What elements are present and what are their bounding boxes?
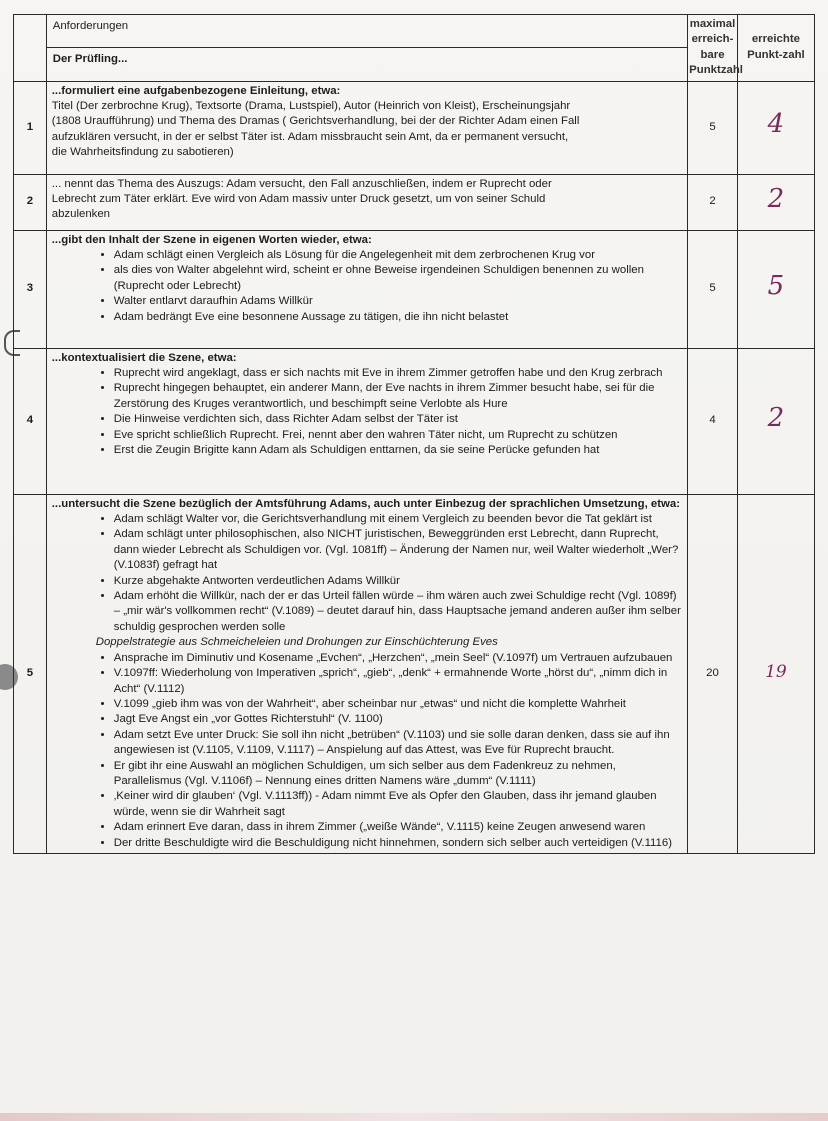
- table-row: [14, 348, 815, 494]
- header-num-cell: [14, 15, 47, 82]
- row-line: ... nennt das Thema des Auszugs: Adam versucht, den Fall anzuschließen, indem er Ruprecht oder: [51, 177, 552, 190]
- row-number: 4: [14, 348, 47, 494]
- list-item: • V.1097ff: Wiederholung von Imperativen „sprich“, „gieb“, „denk“ + ermahnende Worte „hörst du“, „nimm dich in Acht“ (V.1112): [114, 666, 682, 697]
- reached-points: [737, 81, 814, 174]
- handwritten-score: 2: [767, 402, 785, 433]
- handwritten-score: 5: [767, 270, 785, 301]
- row-lead: ...formuliert eine aufgabenbezogene Einleitung, etwa:: [51, 84, 341, 97]
- list-item: • Erst die Zeugin Brigitte kann Adam als Schuldigen enttarnen, da sie seine Perücke gefunden hat: [114, 443, 682, 458]
- max-points: 20: [688, 494, 738, 853]
- header-max-points: maximal erreich-bare Punktzahl: [688, 15, 738, 82]
- header-row: [14, 15, 815, 48]
- row-line: abzulenken: [51, 208, 111, 221]
- table-row: [14, 174, 815, 230]
- handwritten-score: 19: [765, 662, 787, 683]
- row-content: [46, 348, 687, 494]
- table-row: [14, 494, 815, 853]
- list-item: • Adam erhöht die Willkür, nach der er das Urteil fällen würde – ihm wären auch zwei Schuldige recht (Vgl. 1089f) – „mir wär's vollkommen recht“ (V.1089) – deutet darauf hin, dass Hauptsache jemand anderen außer ihm selber schuldig gesprochen werden solle: [114, 589, 682, 635]
- list-item: • Adam erinnert Eve daran, dass in ihrem Zimmer („weiße Wände“, V.1115) keine Zeugen anwesend waren: [114, 820, 682, 835]
- header-title: Anforderungen: [46, 15, 687, 48]
- table-row: [14, 230, 815, 348]
- italic-subheading: Doppelstrategie aus Schmeicheleien und Drohungen zur Einschüchterung Eves: [95, 636, 498, 649]
- list-item: • Ruprecht hingegen behauptet, ein anderer Mann, der Eve nachts in ihrem Zimmer besucht habe, sei für die Zerstörung des Kruges verantwortlich, und beschimpft seine Verlobte als Hure: [114, 381, 682, 412]
- reached-points: [737, 174, 814, 230]
- list-item: • Adam schlägt unter philosophischen, also NICHT juristischen, Beweggründen erst Lebrecht, dann Ruprecht, dann wieder Lebrecht als Schuldigen vor. (Vgl. 1081ff) – Änderung der Namen nur, weil Walter wiederholt „Wer? (V.1083f) gefragt hat: [114, 527, 682, 573]
- list-item: • Adam schlägt einen Vergleich als Lösung für die Angelegenheit mit dem zerbrochenen Krug vor: [114, 248, 682, 263]
- list-item: • Adam schlägt Walter vor, die Gerichtsverhandlung mit einem Vergleich zu beenden bevor die Tat geklärt ist: [114, 512, 682, 527]
- row-number: 1: [14, 81, 47, 174]
- row-lead: ...untersucht die Szene bezüglich der Amtsführung Adams, auch unter Einbezug der sprachlichen Umsetzung, etwa:: [51, 497, 681, 510]
- row-content: [46, 81, 687, 174]
- handwritten-score: 4: [767, 109, 785, 140]
- list-item: • V.1099 „gieb ihm was von der Wahrheit“, aber scheinbar nur „etwas“ und nicht die komplette Wahrheit: [114, 697, 682, 712]
- list-item: • als dies von Walter abgelehnt wird, scheint er ohne Beweise irgendeinen Schuldigen benennen zu wollen (Ruprecht oder Lebrecht): [114, 263, 682, 294]
- row-line: Titel (Der zerbrochne Krug), Textsorte (Drama, Lustspiel), Autor (Heinrich von Kleist), Erscheinungsjahr: [51, 100, 571, 113]
- row-line: (1808 Uraufführung) und Thema des Dramas ( Gerichtsverhandlung, bei der der Richter Adam einen Fall: [51, 115, 580, 128]
- bullet-list: [52, 651, 682, 851]
- row-line: aufzuklären versucht, in der er selbst Täter ist. Adam missbraucht sein Amt, da er permanent versucht,: [51, 130, 569, 143]
- row-number: 2: [14, 174, 47, 230]
- list-item: • Eve spricht schließlich Ruprecht. Frei, nennt aber den wahren Täter nicht, um Ruprecht zu schützen: [114, 428, 682, 443]
- list-item: • Walter entlarvt daraufhin Adams Willkür: [114, 294, 682, 309]
- row-number: 5: [14, 494, 47, 853]
- bullet-list: [52, 366, 682, 458]
- row-lead: ...kontextualisiert die Szene, etwa:: [51, 351, 237, 364]
- row-lead: ...gibt den Inhalt der Szene in eigenen Worten wieder, etwa:: [51, 233, 372, 246]
- list-item: • Er gibt ihr eine Auswahl an möglichen Schuldigen, um sich selber aus dem Fadenkreuz zu nehmen, Parallelismus (Vgl. V.1106f) – Nennung eines dritten Namens wäre „dumm“ (V.1111): [114, 759, 682, 790]
- list-item: • Adam bedrängt Eve eine besonnene Aussage zu tätigen, die ihn nicht belastet: [114, 310, 682, 325]
- list-item: • Adam setzt Eve unter Druck: Sie soll ihn nicht „betrüben“ (V.1103) und sie solle daran denken, dass sie auf ihn angewiesen ist (V.1105, V.1109, V.1117) – Anspielung auf das Attest, was Eve für Ruprecht braucht.: [114, 728, 682, 759]
- bullet-list: [52, 248, 682, 325]
- reached-points: [737, 494, 814, 853]
- max-points: 2: [688, 174, 738, 230]
- reached-points: [737, 230, 814, 348]
- max-points: 4: [688, 348, 738, 494]
- list-item: • Ansprache im Diminutiv und Kosename „Evchen“, „Herzchen“, „mein Seel“ (V.1097f) um Vertrauen aufzubauen: [114, 651, 682, 666]
- row-content: [46, 230, 687, 348]
- list-item: • Die Hinweise verdichten sich, dass Richter Adam selbst der Täter ist: [114, 412, 682, 427]
- list-item: • Kurze abgehakte Antworten verdeutlichen Adams Willkür: [114, 574, 682, 589]
- row-line: Lebrecht zum Täter erklärt. Eve wird von Adam massiv unter Druck gesetzt, um von seiner Schuld: [51, 193, 546, 206]
- handwritten-score: 2: [767, 183, 785, 214]
- list-item: • Ruprecht wird angeklagt, dass er sich nachts mit Eve in ihrem Zimmer getroffen habe und den Krug zerbrach: [114, 366, 682, 381]
- row-number: 3: [14, 230, 47, 348]
- table-row: [14, 81, 815, 174]
- page-edge: [0, 1113, 828, 1121]
- header-subtitle: Der Prüfling...: [46, 48, 687, 81]
- max-points: 5: [688, 230, 738, 348]
- list-item: • ‚Keiner wird dir glauben‘ (Vgl. V.1113ff)) - Adam nimmt Eve als Opfer den Glauben, dass ihr jemand glauben würde, wenn sie dir Wahrheit sagt: [114, 789, 682, 820]
- reached-points: [737, 348, 814, 494]
- list-item: • Jagt Eve Angst ein „vor Gottes Richterstuhl“ (V. 1100): [114, 712, 682, 727]
- max-points: 5: [688, 81, 738, 174]
- bullet-list: [52, 512, 682, 635]
- list-item: • Der dritte Beschuldigte wird die Beschuldigung nicht hinnehmen, sondern sich selber auch verteidigen (V.1116): [114, 836, 682, 851]
- header-reached-points: erreichte Punkt-zahl: [737, 15, 814, 82]
- row-content: [46, 494, 687, 853]
- grading-table: [13, 14, 815, 854]
- row-content: [46, 174, 687, 230]
- row-line: die Wahrheitsfindung zu sabotieren): [51, 146, 234, 159]
